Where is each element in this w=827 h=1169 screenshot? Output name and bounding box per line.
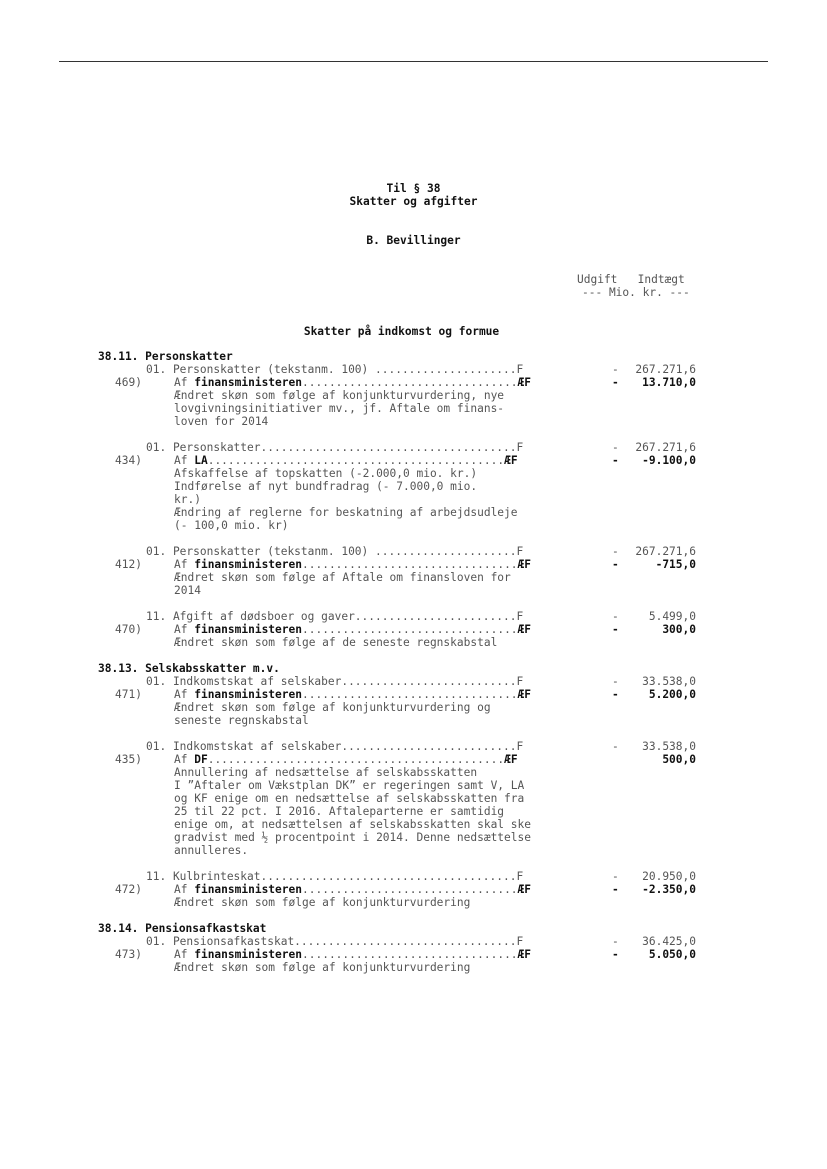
entry-412-udgift-1: -	[612, 545, 619, 558]
entry-434-desc-2: Indførelse af nyt bundfradrag (- 7.000,0 mio.	[174, 480, 478, 493]
entry-435-proposer-line: Af DF............................................ÆF	[174, 753, 518, 766]
til-paragraph: Til § 38	[386, 182, 441, 195]
entry-469-desc-3: loven for 2014	[174, 415, 269, 428]
entry-472-number: 472)	[115, 883, 142, 896]
section-38-11: 38.11. Personskatter	[98, 350, 233, 363]
entry-435-desc-1: Annullering af nedsættelse af selskabsskatten	[174, 766, 478, 779]
entry-469-account-line: 01. Personskatter (tekstanm. 100) .....................F	[146, 363, 524, 376]
entry-471-desc-2: seneste regnskabstal	[174, 714, 309, 727]
entry-473-proposer-line: Af finansministeren................................ÆF	[174, 948, 532, 961]
entry-470-proposer-line: Af finansministeren................................ÆF	[174, 623, 532, 636]
entry-472-udgift-2: -	[612, 883, 619, 896]
entry-469-amount-2: 13.710,0	[642, 376, 696, 389]
entry-434-amount-1: 267.271,6	[635, 441, 696, 454]
entry-434-amount-2: -9.100,0	[642, 454, 696, 467]
entry-469-desc-1: Ændret skøn som følge af konjunkturvurdering, nye	[174, 389, 505, 402]
entry-472-amount-1: 20.950,0	[642, 870, 696, 883]
column-header-udgift-indtaegt: Udgift Indtægt	[577, 273, 685, 286]
entry-473-udgift-2: -	[612, 948, 619, 961]
entry-435-desc-2: I ”Aftaler om Vækstplan DK” er regeringen samt V, LA	[174, 779, 525, 792]
entry-412-account-line: 01. Personskatter (tekstanm. 100) .....................F	[146, 545, 524, 558]
entry-471-udgift-1: -	[612, 675, 619, 688]
entry-471-number: 471)	[115, 688, 142, 701]
entry-469-desc-2: lovgivningsinitiativer mv., jf. Aftale om finans-	[174, 402, 505, 415]
entry-435-amount-1: 33.538,0	[642, 740, 696, 753]
entry-470-amount-2: 300,0	[662, 623, 696, 636]
entry-412-desc-1: Ændret skøn som følge af Aftale om finansloven for	[174, 571, 511, 584]
entry-412-udgift-2: -	[612, 558, 619, 571]
entry-471-amount-2: 5.200,0	[648, 688, 696, 701]
entry-435-desc-5: enige om, at nedsættelsen af selskabsskatten skal ske	[174, 818, 531, 831]
entry-435-desc-4: 25 til 22 pct. I 2016. Aftaleparterne er samtidig	[174, 805, 505, 818]
section-title: B. Bevillinger	[366, 234, 461, 247]
entry-471-amount-1: 33.538,0	[642, 675, 696, 688]
entry-434-account-line: 01. Personskatter......................................F	[146, 441, 524, 454]
entry-434-proposer-line: Af LA............................................ÆF	[174, 454, 518, 467]
entry-470-udgift-1: -	[612, 610, 619, 623]
top-rule	[59, 61, 768, 62]
entry-434-desc-4: Ændring af reglerne for beskatning af arbejdsudleje	[174, 506, 518, 519]
entry-472-udgift-1: -	[612, 870, 619, 883]
entry-469-proposer-line: Af finansministeren................................ÆF	[174, 376, 532, 389]
entry-469-udgift-1: -	[612, 363, 619, 376]
entry-412-amount-2: -715,0	[655, 558, 696, 571]
entry-469-udgift-2: -	[612, 376, 619, 389]
entry-470-udgift-2: -	[612, 623, 619, 636]
entry-472-account-line: 11. Kulbrinteskat......................................F	[146, 870, 524, 883]
entry-470-desc-1: Ændret skøn som følge af de seneste regnskabstal	[174, 636, 498, 649]
column-header-unit: --- Mio. kr. ---	[582, 286, 690, 299]
entry-435-desc-7: annulleres.	[174, 844, 249, 857]
entry-435-amount-2: 500,0	[662, 753, 696, 766]
entry-434-udgift-2: -	[612, 454, 619, 467]
entry-435-desc-6: gradvist med ½ procentpoint i 2014. Denne nedsættelse	[174, 831, 531, 844]
entry-473-udgift-1: -	[612, 935, 619, 948]
entry-412-number: 412)	[115, 558, 142, 571]
entry-471-desc-1: Ændret skøn som følge af konjunkturvurdering og	[174, 701, 491, 714]
entry-473-desc-1: Ændret skøn som følge af konjunkturvurdering	[174, 961, 471, 974]
entry-434-number: 434)	[115, 454, 142, 467]
entry-470-account-line: 11. Afgift af dødsboer og gaver........................F	[146, 610, 524, 623]
entry-473-amount-2: 5.050,0	[648, 948, 696, 961]
entry-434-desc-3: kr.)	[174, 493, 201, 506]
page-title: Skatter og afgifter	[349, 195, 478, 208]
entry-434-desc-5: (- 100,0 mio. kr)	[174, 519, 289, 532]
entry-471-udgift-2: -	[612, 688, 619, 701]
entry-472-proposer-line: Af finansministeren................................ÆF	[174, 883, 532, 896]
entry-469-amount-1: 267.271,6	[635, 363, 696, 376]
entry-434-desc-1: Afskaffelse af topskatten (-2.000,0 mio. kr.)	[174, 467, 478, 480]
entry-470-number: 470)	[115, 623, 142, 636]
entry-473-number: 473)	[115, 948, 142, 961]
section-38-13: 38.13. Selskabsskatter m.v.	[98, 662, 280, 675]
entry-412-proposer-line: Af finansministeren................................ÆF	[174, 558, 532, 571]
category-title: Skatter på indkomst og formue	[303, 325, 500, 338]
entry-435-udgift-1: -	[612, 740, 619, 753]
entry-434-udgift-1: -	[612, 441, 619, 454]
entry-473-amount-1: 36.425,0	[642, 935, 696, 948]
entry-471-proposer-line: Af finansministeren................................ÆF	[174, 688, 532, 701]
entry-471-account-line: 01. Indkomstskat af selskaber..........................F	[146, 675, 524, 688]
entry-472-amount-2: -2.350,0	[642, 883, 696, 896]
section-38-14: 38.14. Pensionsafkastskat	[98, 922, 267, 935]
entry-435-number: 435)	[115, 753, 142, 766]
entry-472-desc-1: Ændret skøn som følge af konjunkturvurdering	[174, 896, 471, 909]
entry-473-account-line: 01. Pensionsafkastskat.................................F	[146, 935, 524, 948]
entry-412-desc-2: 2014	[174, 584, 201, 597]
entry-435-account-line: 01. Indkomstskat af selskaber..........................F	[146, 740, 524, 753]
entry-469-number: 469)	[115, 376, 142, 389]
entry-435-desc-3: og KF enige om en nedsættelse af selskabsskatten fra	[174, 792, 525, 805]
entry-470-amount-1: 5.499,0	[648, 610, 696, 623]
entry-412-amount-1: 267.271,6	[635, 545, 696, 558]
